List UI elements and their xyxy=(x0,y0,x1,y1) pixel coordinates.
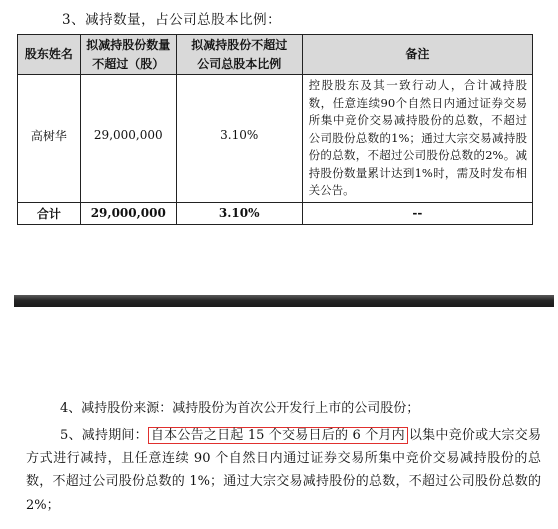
section-4-text: 4、减持股份来源：减持股份为首次公开发行上市的公司股份； xyxy=(60,401,420,416)
page-divider xyxy=(14,295,554,307)
section-3-heading: 3、减持数量，占公司总股本比例： xyxy=(62,12,282,28)
total-remarks: -- xyxy=(302,202,532,224)
section-5-prefix: 5、减持期间： xyxy=(60,428,148,443)
header-max-shares-text: 拟减持股份数量不超过（股） xyxy=(86,37,171,71)
table-total-row xyxy=(18,202,533,224)
header-remarks: 备注 xyxy=(302,35,532,75)
remarks-text: 控股股东及其一致行动人，合计减持股数，任意连续90个自然日内通过证券交易所集中竞价交易减持股份的总数，不超过公司股份总数的1%；通过大宗交易减持股份的总数，不超过公司股份总数的2%。减持股份数量累计达到1%时，需及时发布相关公告。 xyxy=(302,75,532,203)
table-header-row xyxy=(18,35,533,75)
section-5-rest: 以集中竞价或大宗交易方式进行减持，且任意连续 90 个自然日内通过证券交易所集中竞价交易减持股份的总数，不超过公司股份总数的 1%；通过大宗交易减持股份的总数，不超过公司股份总数的 2%； xyxy=(26,428,541,513)
total-shares: 29,000,000 xyxy=(80,202,176,224)
header-max-ratio xyxy=(176,35,302,75)
shares-value: 29,000,000 xyxy=(80,75,176,203)
total-ratio: 3.10% xyxy=(176,202,302,224)
total-label: 合计 xyxy=(18,202,81,224)
ratio-value: 3.10% xyxy=(176,75,302,203)
table-row xyxy=(18,75,533,203)
section-5-paragraph xyxy=(26,424,541,517)
reduction-table xyxy=(17,34,533,225)
header-shareholder-name: 股东姓名 xyxy=(18,35,81,75)
header-max-ratio-text: 拟减持股份不超过公司总股本比例 xyxy=(191,37,288,71)
header-max-shares xyxy=(80,35,176,75)
shareholder-name: 高树华 xyxy=(18,75,81,203)
highlighted-period: 自本公告之日起 15 个交易日后的 6 个月内 xyxy=(148,427,408,444)
